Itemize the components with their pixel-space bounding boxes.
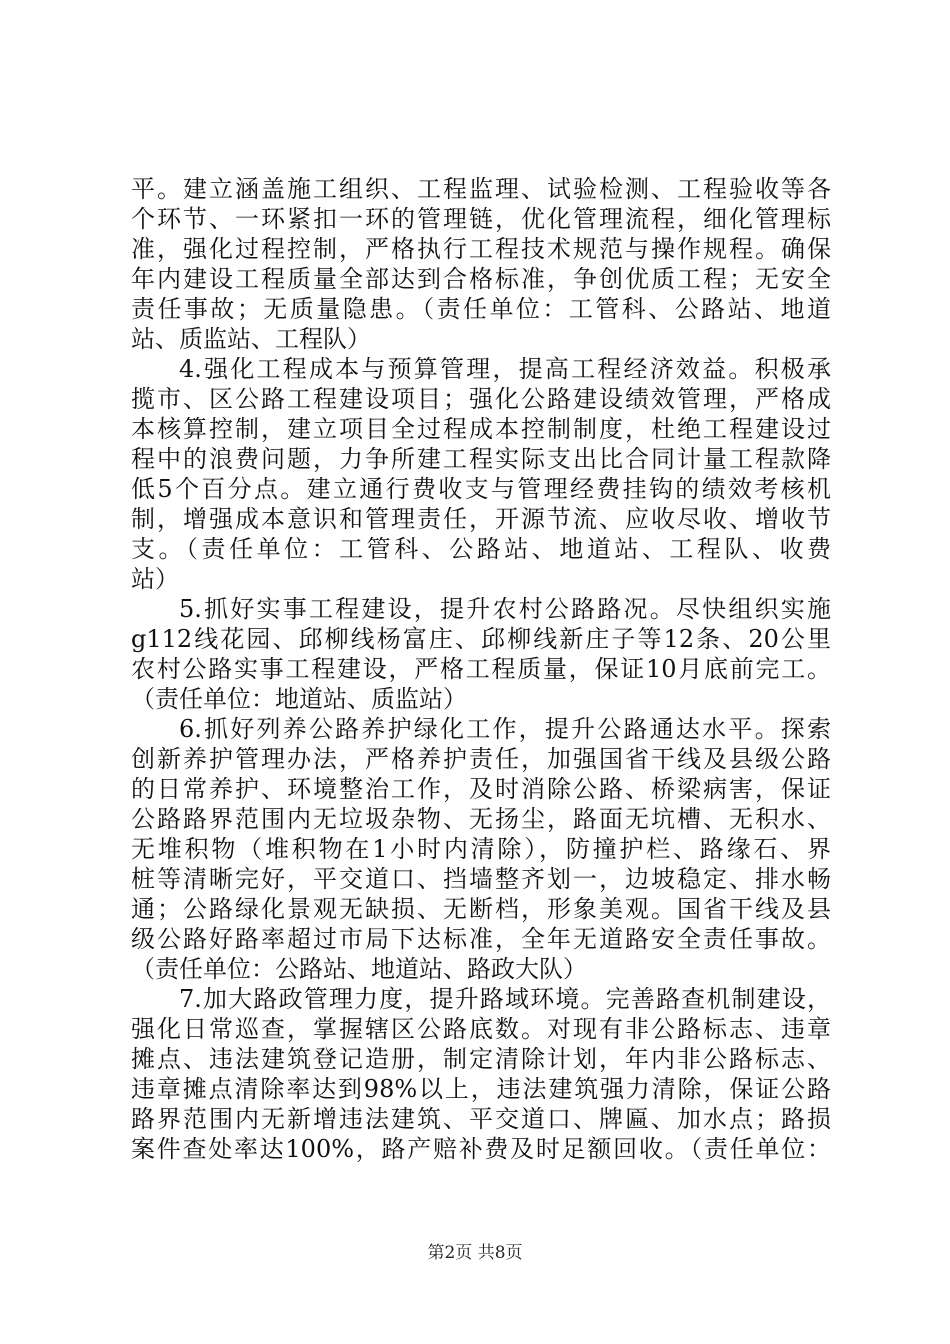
- text-line: 年内建设工程质量全部达到合格标准，争创优质工程；无安全: [131, 265, 831, 293]
- paragraph-6-start: 6.抓好列养公路养护绿化工作，提升公路通达水平。探索: [179, 715, 831, 743]
- text-line: 违章摊点清除率达到98%以上，违法建筑强力清除，保证公路: [131, 1075, 831, 1103]
- text-line: 个环节、一环紧扣一环的管理链，优化管理流程，细化管理标: [131, 205, 831, 233]
- text-line: g112线花园、邱柳线杨富庄、邱柳线新庄子等12条、20公里: [131, 625, 831, 653]
- text-line: 本核算控制，建立项目全过程成本控制制度，杜绝工程建设过: [131, 415, 831, 443]
- text-line: 创新养护管理办法，严格养护责任，加强国省干线及县级公路: [131, 745, 831, 773]
- text-line: 的日常养护、环境整治工作，及时消除公路、桥梁病害，保证: [131, 775, 831, 803]
- text-line: 通；公路绿化景观无缺损、无断档，形象美观。国省干线及县: [131, 895, 831, 923]
- text-line: 准，强化过程控制，严格执行工程技术规范与操作规程。确保: [131, 235, 831, 263]
- text-line: （责任单位：公路站、地道站、路政大队）: [131, 955, 587, 983]
- text-line: 平。建立涵盖施工组织、工程监理、试验检测、工程验收等各: [131, 175, 831, 203]
- text-line: 桩等清晰完好，平交道口、挡墙整齐划一，边坡稳定、排水畅: [131, 865, 831, 893]
- text-line: 程中的浪费问题，力争所建工程实际支出比合同计量工程款降: [131, 445, 831, 473]
- text-line: 站）: [131, 565, 179, 593]
- text-line: 站、质监站、工程队）: [131, 325, 371, 353]
- text-line: 案件查处率达100%，路产赔补费及时足额回收。（责任单位：: [131, 1135, 831, 1163]
- paragraph-4-start: 4.强化工程成本与预算管理，提高工程经济效益。积极承: [179, 355, 831, 383]
- page-number-footer: 第2页 共8页: [427, 1243, 523, 1263]
- text-line: 揽市、区公路工程建设项目；强化公路建设绩效管理，严格成: [131, 385, 831, 413]
- text-line: 支。（责任单位：工管科、公路站、地道站、工程队、收费: [131, 535, 831, 563]
- paragraph-5-start: 5.抓好实事工程建设，提升农村公路路况。尽快组织实施: [179, 595, 831, 623]
- text-line: 摊点、违法建筑登记造册，制定清除计划，年内非公路标志、: [131, 1045, 831, 1073]
- text-line: 责任事故；无质量隐患。（责任单位：工管科、公路站、地道: [131, 295, 831, 323]
- text-line: 农村公路实事工程建设，严格工程质量，保证10月底前完工。: [131, 655, 831, 683]
- text-line: 制，增强成本意识和管理责任，开源节流、应收尽收、增收节: [131, 505, 831, 533]
- text-line: 低5个百分点。建立通行费收支与管理经费挂钩的绩效考核机: [131, 475, 831, 503]
- text-line: （责任单位：地道站、质监站）: [131, 685, 467, 713]
- text-line: 公路路界范围内无垃圾杂物、无扬尘，路面无坑槽、无积水、: [131, 805, 831, 833]
- paragraph-7-start: 7.加大路政管理力度，提升路域环境。完善路查机制建设，: [179, 985, 831, 1013]
- text-line: 路界范围内无新增违法建筑、平交道口、牌匾、加水点；路损: [131, 1105, 831, 1133]
- text-line: 强化日常巡查，掌握辖区公路底数。对现有非公路标志、违章: [131, 1015, 831, 1043]
- document-body: [131, 174, 831, 1164]
- text-line: 无堆积物（堆积物在1小时内清除），防撞护栏、路缘石、界: [131, 835, 831, 863]
- text-line: 级公路好路率超过市局下达标准，全年无道路安全责任事故。: [131, 925, 831, 953]
